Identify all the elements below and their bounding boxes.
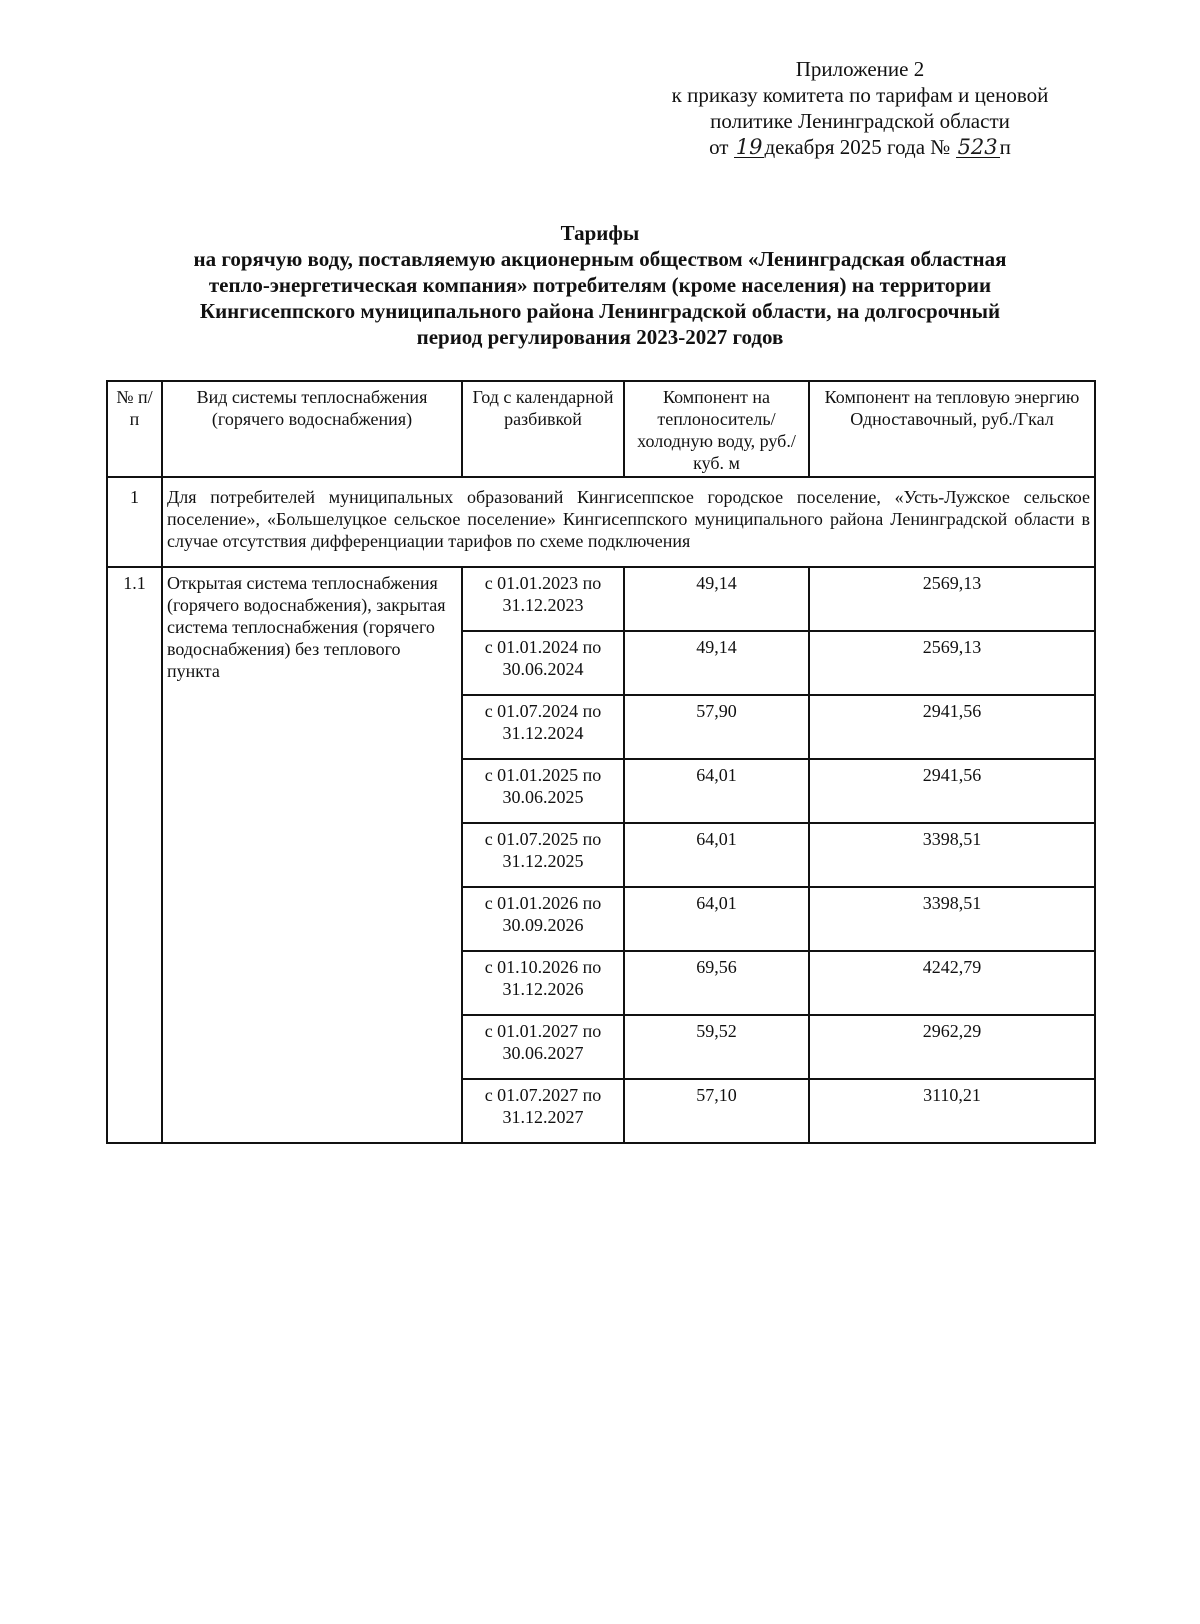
handwritten-day: 19 bbox=[735, 135, 763, 159]
period-to: 30.06.2025 bbox=[502, 787, 584, 807]
date-prefix: от bbox=[709, 135, 729, 159]
energy-value: 4242,79 bbox=[809, 951, 1095, 1015]
period-from: с 01.01.2023 по bbox=[484, 573, 602, 593]
period-to: 30.06.2024 bbox=[502, 659, 584, 679]
period-cell bbox=[462, 1079, 624, 1143]
header-energy: Компонент на тепловую энергию Одноставочный, руб./Гкал bbox=[809, 381, 1095, 477]
period-from: с 01.01.2024 по bbox=[484, 637, 602, 657]
document-title bbox=[100, 220, 1100, 350]
energy-value: 2941,56 bbox=[809, 695, 1095, 759]
title-heading: Тарифы bbox=[560, 221, 640, 245]
water-value: 69,56 bbox=[624, 951, 809, 1015]
period-from: с 01.01.2027 по bbox=[484, 1021, 602, 1041]
header-water: Компонент на теплоноситель/холодную воду, руб./куб. м bbox=[624, 381, 809, 477]
water-value: 49,14 bbox=[624, 567, 809, 631]
period-cell bbox=[462, 1015, 624, 1079]
item-system-description: Открытая система теплоснабжения (горячего водоснабжения), закрытая система теплоснабжения (горячего водоснабжения) без теплового пункта bbox=[162, 567, 462, 1143]
water-value: 59,52 bbox=[624, 1015, 809, 1079]
title-line-2: тепло-энергетическая компания» потребителям (кроме населения) на территории bbox=[208, 273, 992, 297]
period-cell bbox=[462, 695, 624, 759]
period-from: с 01.07.2024 по bbox=[484, 701, 602, 721]
number-suffix: п bbox=[999, 135, 1011, 159]
period-from: с 01.01.2026 по bbox=[484, 893, 602, 913]
energy-value: 2962,29 bbox=[809, 1015, 1095, 1079]
period-from: с 01.07.2027 по bbox=[484, 1085, 602, 1105]
appendix-order-line: к приказу комитета по тарифам и ценовой bbox=[671, 83, 1049, 107]
header-system: Вид системы теплоснабжения (горячего водоснабжения) bbox=[162, 381, 462, 477]
period-cell bbox=[462, 567, 624, 631]
handwritten-number: 523 bbox=[957, 135, 998, 159]
period-cell bbox=[462, 759, 624, 823]
energy-value: 2941,56 bbox=[809, 759, 1095, 823]
period-to: 30.09.2026 bbox=[502, 915, 584, 935]
title-line-4: период регулирования 2023-2027 годов bbox=[416, 325, 784, 349]
appendix-date-line bbox=[620, 134, 1100, 160]
item-num: 1.1 bbox=[107, 567, 162, 1143]
water-value: 64,01 bbox=[624, 887, 809, 951]
period-to: 31.12.2026 bbox=[502, 979, 584, 999]
group-text: Для потребителей муниципальных образований Кингисеппское городское поселение, «Усть-Лужское сельское поселение», «Большелуцкое сельское поселение» Кингисеппского муниципального района Ленинградской области в случае отсутствия дифференциации тарифов по схеме подключения bbox=[162, 477, 1095, 567]
water-value: 49,14 bbox=[624, 631, 809, 695]
energy-value: 3110,21 bbox=[809, 1079, 1095, 1143]
period-from: с 01.01.2025 по bbox=[484, 765, 602, 785]
energy-value: 3398,51 bbox=[809, 823, 1095, 887]
appendix-title: Приложение 2 bbox=[795, 57, 925, 81]
energy-value: 2569,13 bbox=[809, 631, 1095, 695]
title-line-1: на горячую воду, поставляемую акционерным обществом «Ленинградская областная bbox=[193, 247, 1007, 271]
water-value: 64,01 bbox=[624, 823, 809, 887]
energy-value: 3398,51 bbox=[809, 887, 1095, 951]
period-to: 31.12.2024 bbox=[502, 723, 584, 743]
table-row bbox=[107, 567, 1095, 631]
water-value: 64,01 bbox=[624, 759, 809, 823]
period-from: с 01.07.2025 по bbox=[484, 829, 602, 849]
appendix-header bbox=[620, 56, 1100, 160]
tariffs-table bbox=[106, 380, 1096, 1144]
period-to: 31.12.2025 bbox=[502, 851, 584, 871]
water-value: 57,90 bbox=[624, 695, 809, 759]
period-to: 30.06.2027 bbox=[502, 1043, 584, 1063]
period-to: 31.12.2023 bbox=[502, 595, 584, 615]
date-middle: декабря 2025 года № bbox=[764, 135, 951, 159]
group-row bbox=[107, 477, 1095, 567]
water-value: 57,10 bbox=[624, 1079, 809, 1143]
period-from: с 01.10.2026 по bbox=[484, 957, 602, 977]
period-cell bbox=[462, 951, 624, 1015]
group-num: 1 bbox=[107, 477, 162, 567]
period-to: 31.12.2027 bbox=[502, 1107, 584, 1127]
period-cell bbox=[462, 631, 624, 695]
energy-value: 2569,13 bbox=[809, 567, 1095, 631]
header-num: № п/п bbox=[107, 381, 162, 477]
table-header-row bbox=[107, 381, 1095, 477]
period-cell bbox=[462, 887, 624, 951]
period-cell bbox=[462, 823, 624, 887]
title-line-3: Кингисеппского муниципального района Ленинградской области, на долгосрочный bbox=[199, 299, 1001, 323]
header-year: Год с календарной разбивкой bbox=[462, 381, 624, 477]
appendix-committee-line: политике Ленинградской области bbox=[710, 109, 1010, 133]
